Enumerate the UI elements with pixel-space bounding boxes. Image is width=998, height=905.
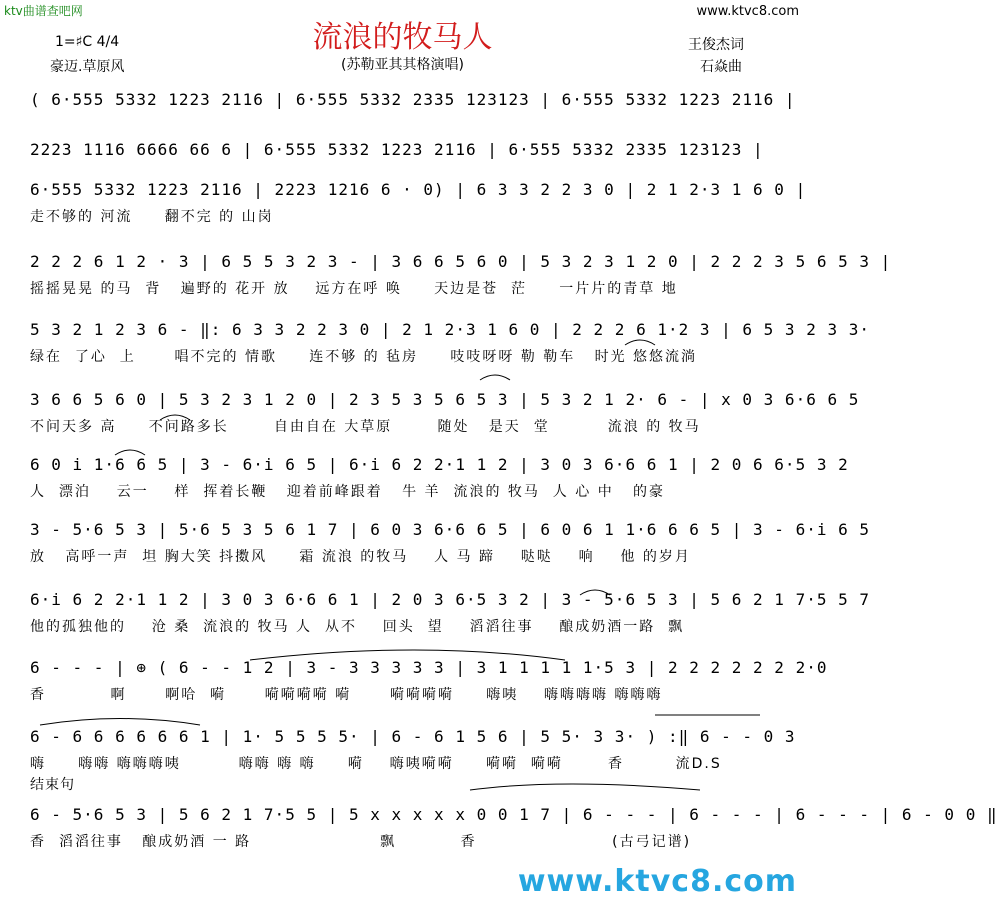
site-watermark-bottom: www.ktvc8.com	[517, 864, 797, 899]
lyrics-row: 放 高呼一声 坦 胸大笑 抖擞风 霜 流浪 的牧马 人 马 蹄 哒哒 响 他 的岁月	[30, 549, 691, 565]
notation-row: 2223 1116 6666 66 6 | 6·555 5332 1223 2116 | 6·555 5332 2335 123123 |	[30, 140, 764, 159]
lyrics-row: 香 滔滔往事 酿成奶酒 一 路 飘 香 (古弓记谱)	[30, 834, 692, 850]
notation-row: 6 - 5·6 5 3 | 5 6 2 1 7·5 5 | 5 x x x x x 0 0 1 7 | 6 - - - | 6 - - - | 6 - - - | 6 - 0 0 ‖	[30, 805, 998, 824]
song-title: 流浪的牧马人	[312, 20, 493, 55]
notation-row: 6 0 i 1·6 6 5 | 3 - 6·i 6 5 | 6·i 6 2 2·1 1 2 | 3 0 3 6·6 6 1 | 2 0 6 6·5 3 2	[30, 455, 849, 474]
ending-label: 结束句	[30, 777, 75, 793]
notation-row: 6·i 6 2 2·1 1 2 | 3 0 3 6·6 6 1 | 2 0 3 6·5 3 2 | 3 - 5·6 5 3 | 5 6 2 1 7·5 5 7	[30, 590, 870, 609]
notation-row: 6 - 6 6 6 6 6 6 1 | 1· 5 5 5 5· | 6 - 6 1 5 6 | 5 5· 3 3· ) :‖ 6 - - 0 3	[30, 727, 796, 746]
lyrics-row: 绿在 了心 上 唱不完的 情歌 连不够 的 毡房 吱吱呀呀 勒 勒车 时光 悠悠流淌	[30, 349, 698, 365]
lyrics-row: 人 漂泊 云一 样 挥着长鞭 迎着前峰跟着 牛 羊 流浪的 牧马 人 心 中 的豪	[30, 484, 666, 500]
notation-row: 3 6 6 5 6 0 | 5 3 2 3 1 2 0 | 2 3 5 3 5 6 5 3 | 5 3 2 1 2· 6 - | x 0 3 6·6 6 5	[30, 390, 860, 409]
key-signature: 1=♯C 4/4	[55, 34, 120, 50]
lyrics-row: 嗨 嗨嗨 嗨嗨嗨咦 嗨嗨 嗨 嗨 嗬 嗨咦嗬嗬 嗬嗬 嗬嗬 香 流D.S	[30, 756, 722, 772]
notation-row: 2 2 2 6 1 2 · 3 | 6 5 5 3 2 3 - | 3 6 6 5 6 0 | 5 3 2 3 1 2 0 | 2 2 2 3 5 6 5 3 |	[30, 252, 892, 271]
lyrics-row: 香 啊 啊哈 嗬 嗬嗬嗬嗬 嗬 嗬嗬嗬嗬 嗨咦 嗨嗨嗨嗨 嗨嗨嗨	[30, 687, 663, 703]
lyrics-row: 走不够的 河流 翻不完 的 山岗	[30, 209, 274, 225]
notation-row: 5 3 2 1 2 3 6 - ‖: 6 3 3 2 2 3 0 | 2 1 2·3 1 6 0 | 2 2 2 6 1·2 3 | 6 5 3 2 3 3·	[30, 320, 870, 339]
notation-row: ( 6·555 5332 1223 2116 | 6·555 5332 2335 123123 | 6·555 5332 1223 2116 |	[30, 90, 796, 109]
notation-row: 6 - - - | ⊕ ( 6 - - 1 2 | 3 - 3 3 3 3 3 | 3 1 1 1 1 1·5 3 | 2 2 2 2 2 2 2·0	[30, 658, 828, 677]
lyricist: 王俊杰词	[688, 37, 744, 53]
notation-row: 6·555 5332 1223 2116 | 2223 1216 6 · 0) | 6 3 3 2 2 3 0 | 2 1 2·3 1 6 0 |	[30, 180, 807, 199]
lyrics-row: 不问天多 高 不问路多长 自由自在 大草原 随处 是天 堂 流浪 的 牧马	[30, 419, 701, 435]
site-watermark-top: ktv曲谱查吧网	[4, 4, 83, 18]
song-subtitle: (苏勒亚其其格演唱)	[341, 57, 464, 73]
style-label: 豪迈.草原风	[50, 59, 125, 75]
site-url-top: www.ktvc8.com	[696, 4, 799, 19]
composer: 石焱曲	[700, 59, 742, 75]
lyrics-row: 摇摇晃晃 的马 背 遍野的 花开 放 远方在呼 唤 天边是苍 茫 一片片的青草 地	[30, 281, 678, 297]
lyrics-row: 他的孤独他的 沧 桑 流浪的 牧马 人 从不 回头 望 滔滔往事 酿成奶酒一路 飘	[30, 619, 685, 635]
notation-row: 3 - 5·6 5 3 | 5·6 5 3 5 6 1 7 | 6 0 3 6·6 6 5 | 6 0 6 1 1·6 6 6 5 | 3 - 6·i 6 5	[30, 520, 870, 539]
